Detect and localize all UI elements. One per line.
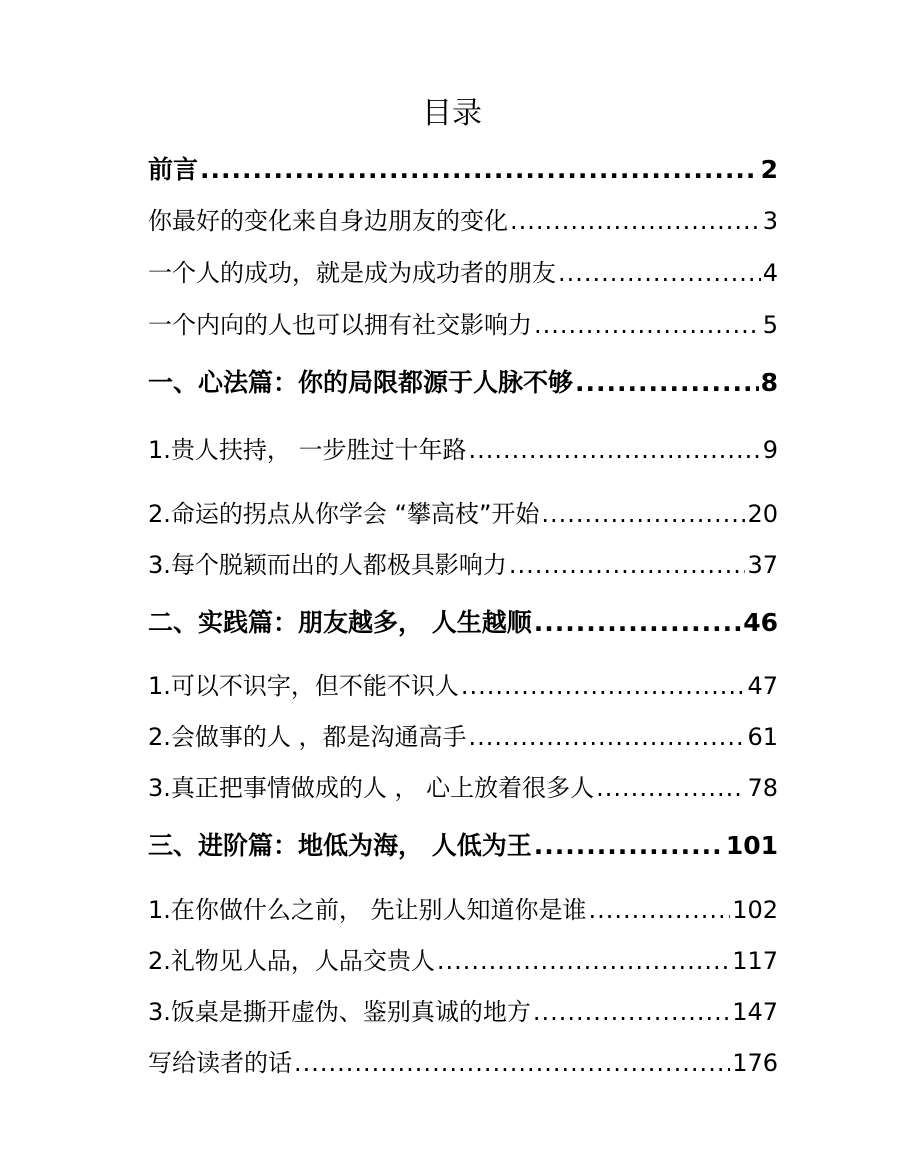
toc-entry-label: 写给读者的话 (148, 1049, 292, 1077)
toc-entry-label: 二、实践篇：朋友越多， 人生越顺 (148, 608, 532, 637)
toc-entry-label: 你最好的变化来自身边朋友的变化 (148, 207, 508, 235)
dot-leader (589, 895, 731, 925)
toc-entry-label: 一个人的成功，就是成为成功者的朋友 (148, 259, 556, 287)
toc-entry-page: 9 (762, 436, 778, 464)
dot-leader (534, 608, 741, 638)
toc-entry-label: 三、进阶篇：地低为海， 人低为王 (148, 831, 532, 860)
toc-entry-label: 一个内向的人也可以拥有社交影响力 (148, 311, 532, 339)
dot-leader (294, 1048, 730, 1078)
toc-entry-11[interactable] (148, 722, 778, 752)
toc-entry-13[interactable] (148, 831, 778, 861)
toc-entry-15[interactable] (148, 946, 778, 976)
toc-entry-page: 46 (743, 608, 778, 637)
toc-entry-page: 61 (747, 723, 778, 751)
toc-entry-label: 一、心法篇：你的局限都源于人脉不够 (148, 368, 574, 397)
toc-entry-16[interactable] (148, 997, 778, 1027)
toc-entry-6[interactable] (148, 435, 778, 465)
dot-leader (575, 368, 759, 398)
toc-entry-9[interactable] (148, 608, 778, 638)
toc-entry-label: 1.可以不识字，但不能不识人 (148, 672, 459, 700)
toc-entry-label: 3.饭桌是撕开虚伪、鉴别真诚的地方 (148, 998, 531, 1026)
toc-entry-page: 37 (747, 551, 778, 579)
dot-leader (461, 671, 746, 701)
toc-entry-page: 47 (747, 672, 778, 700)
toc-entry-page: 8 (760, 368, 778, 397)
page-title: 目录 (422, 96, 482, 131)
toc-entry-page: 2 (760, 155, 778, 184)
toc-entry-2[interactable] (148, 206, 778, 236)
toc-entry-page: 20 (747, 500, 778, 528)
toc-entry-label: 1.在你做什么之前， 先让别人知道你是谁 (148, 896, 587, 924)
toc-entry-page: 101 (725, 831, 778, 860)
toc-entry-label: 2.会做事的人 ，都是沟通高手 (148, 723, 467, 751)
dot-leader (541, 499, 745, 529)
toc-entry-3[interactable] (148, 258, 778, 288)
dot-leader (534, 310, 761, 340)
toc-entry-page: 102 (732, 896, 778, 924)
toc-entry-label: 2.命运的拐点从你学会 “攀高枝”开始 (148, 500, 540, 528)
toc-entry-page: 78 (747, 774, 778, 802)
toc-entry-4[interactable] (148, 310, 778, 340)
toc-entry-page: 117 (732, 947, 778, 975)
toc-entry-page: 147 (732, 998, 778, 1026)
toc-entry-page: 5 (762, 311, 778, 339)
toc-entry-label: 前言 (148, 155, 199, 184)
toc-entry-5[interactable] (148, 368, 778, 398)
dot-leader (533, 997, 730, 1027)
dot-leader (469, 722, 746, 752)
dot-leader (509, 550, 746, 580)
toc-entry-8[interactable] (148, 550, 778, 580)
toc-entry-page: 4 (762, 259, 778, 287)
toc-entry-label: 2.礼物见人品，人品交贵人 (148, 947, 435, 975)
dot-leader (437, 946, 730, 976)
toc-entry-17[interactable] (148, 1048, 778, 1078)
toc-entry-label: 3.每个脱颖而出的人都极具影响力 (148, 551, 507, 579)
dot-leader (534, 831, 724, 861)
toc-entry-12[interactable] (148, 773, 778, 803)
dot-leader (510, 206, 761, 236)
dot-leader (596, 773, 745, 803)
dot-leader (200, 155, 759, 185)
toc-entry-14[interactable] (148, 895, 778, 925)
toc-entry-7[interactable] (148, 499, 778, 529)
toc-entry-1[interactable] (148, 155, 778, 185)
toc-entry-10[interactable] (148, 671, 778, 701)
toc-entry-label: 1.贵人扶持， 一步胜过十年路 (148, 436, 467, 464)
toc-entry-page: 3 (762, 207, 778, 235)
dot-leader (558, 258, 761, 288)
toc-entry-page: 176 (732, 1049, 778, 1077)
toc-entry-label: 3.真正把事情做成的人 ， 心上放着很多人 (148, 774, 595, 802)
dot-leader (469, 435, 761, 465)
